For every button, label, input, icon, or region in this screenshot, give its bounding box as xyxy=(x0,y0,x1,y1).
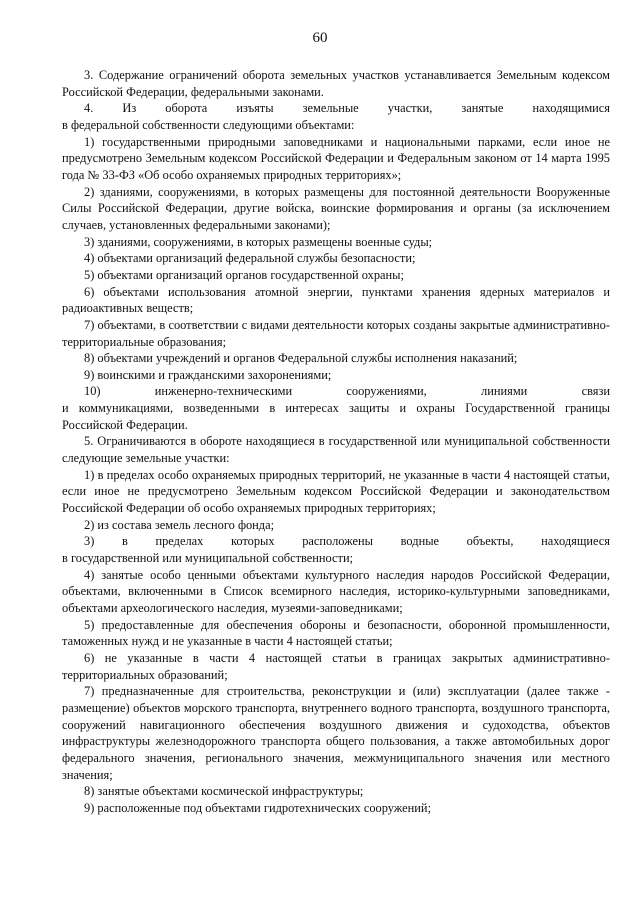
list-item-5-2: 2) из состава земель лесного фонда; xyxy=(84,517,275,532)
document-body xyxy=(62,67,610,817)
list-item-4-3: 3) зданиями, сооружениями, в которых размещены военные суды; xyxy=(84,234,433,249)
list-item-4-6: 6) объектами использования атомной энергии, пунктами хранения ядерных материалов и радиоактивных веществ; xyxy=(62,284,610,316)
paragraph-4-continuation: в федеральной собственности следующими объектами: xyxy=(62,117,355,132)
list-item-5-5: 5) предоставленные для обеспечения обороны и безопасности, оборонной промышленности, таможенных нужд и не указанные в части 4 настоящей статьи; xyxy=(62,617,610,649)
list-item-5-8: 8) занятые объектами космической инфраструктуры; xyxy=(84,784,364,799)
list-item-4-8: 8) объектами учреждений и органов Федеральной службы исполнения наказаний; xyxy=(84,351,518,366)
list-item-4-1: 1) государственными природными заповедниками и национальными парками, если иное не предусмотрено Земельным кодексом Российской Федерации и Федеральным законом от 14 марта 1995 года № 33-ФЗ «Об особо охраняемых природных территориях»; xyxy=(62,134,610,182)
list-item-5-4: 4) занятые особо ценными объектами культурного наследия народов Российской Федерации, объектами, включенными в Список всемирного наследия, историко-культурными заповедниками, объектами археологического наследия, музеями-заповедниками; xyxy=(62,567,610,615)
list-item-4-2: 2) зданиями, сооружениями, в которых размещены для постоянной деятельности Вооруженные Силы Российской Федерации, другие войска, воинские формирования и органы (за исключением случаев, установленных федеральными законами); xyxy=(62,184,610,232)
list-item-4-10-continuation: и коммуникациями, возведенными в интересах защиты и охраны Государственной границы Российской Федерации. xyxy=(62,401,610,432)
list-item-4-10-lead: 10) инженерно-техническими сооружениями, линиями связи xyxy=(84,384,610,399)
list-item-4-5: 5) объектами организаций органов государственной охраны; xyxy=(84,267,404,282)
page-number: 60 xyxy=(312,30,328,46)
paragraph-3: 3. Содержание ограничений оборота земельных участков устанавливается Земельным кодексом Российской Федерации, федеральными законами. xyxy=(62,68,610,99)
paragraph-5: 5. Ограничиваются в обороте находящиеся в государственной или муниципальной собственности следующие земельные участки: xyxy=(62,434,610,466)
list-item-5-3-continuation: в государственной или муниципальной собственности; xyxy=(62,551,354,566)
list-item-4-9: 9) воинскими и гражданскими захоронениями; xyxy=(84,367,332,382)
paragraph-4-lead: 4. Из оборота изъяты земельные участки, занятые находящимися xyxy=(84,101,610,116)
list-item-4-7: 7) объектами, в соответствии с видами деятельности которых созданы закрытые административно-территориальные образования; xyxy=(62,317,610,349)
list-item-4-4: 4) объектами организаций федеральной службы безопасности; xyxy=(84,251,416,266)
list-item-5-6: 6) не указанные в части 4 настоящей статьи в границах закрытых административно-территориальных образований; xyxy=(62,650,610,682)
list-item-5-9: 9) расположенные под объектами гидротехнических сооружений; xyxy=(84,800,432,815)
list-item-5-3-lead: 3) в пределах которых расположены водные объекты, находящиеся xyxy=(84,534,610,549)
list-item-5-7: 7) предназначенные для строительства, реконструкции и (или) эксплуатации (далее также - размещение) объектов морского транспорта, внутреннего водного транспорта, воздушного транспорта, сооружений навигационного обеспечения воздушного движения и судоходства, объектов инфраструктуры железнодорожного транспорта общего пользования, а также автомобильных дорог федерального значения, регионального значения, межмуниципального значения или местного значения; xyxy=(62,684,610,782)
list-item-5-1: 1) в пределах особо охраняемых природных территорий, не указанные в части 4 настоящей статьи, если иное не предусмотрено Земельным кодексом Российской Федерации и законодательством Российской Федерации об особо охраняемых природных территориях; xyxy=(62,467,610,516)
